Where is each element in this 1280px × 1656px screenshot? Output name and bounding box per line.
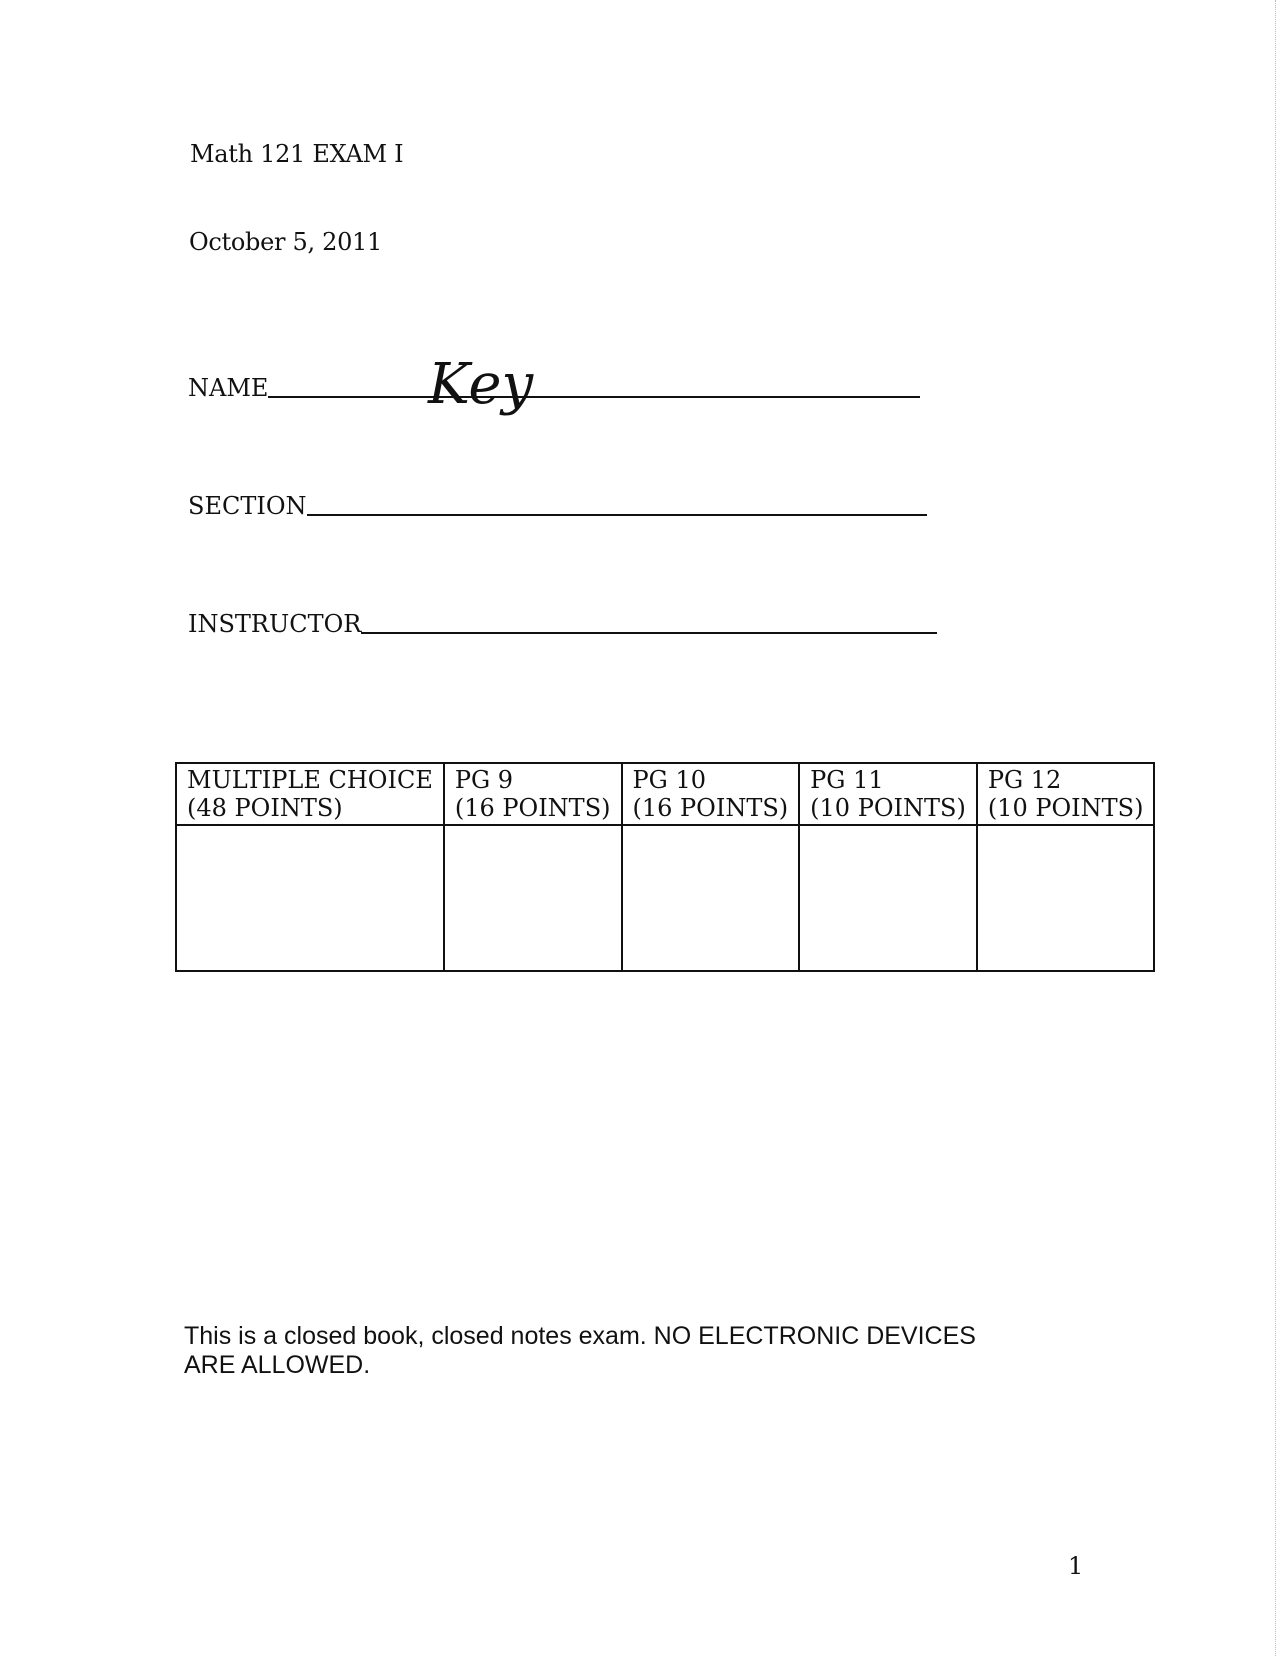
instructor-line[interactable] (361, 632, 937, 634)
col-header-points: (16 POINTS) (454, 794, 611, 822)
exam-date: October 5, 2011 (189, 228, 382, 256)
score-table-header-row (176, 763, 1154, 825)
instructor-field[interactable] (188, 610, 937, 638)
col-header-title: PG 9 (454, 766, 514, 794)
score-cell-multiple-choice[interactable] (176, 825, 444, 971)
col-header-pg9 (444, 763, 622, 825)
col-header-pg10 (622, 763, 800, 825)
col-header-points: (10 POINTS) (810, 794, 966, 822)
col-header-multiple-choice (176, 763, 444, 825)
col-header-pg12 (977, 763, 1155, 825)
score-table-entry-row (176, 825, 1154, 971)
section-line[interactable] (307, 514, 927, 516)
col-header-title: PG 11 (810, 766, 884, 794)
score-cell-pg10[interactable] (622, 825, 800, 971)
course-title: Math 121 EXAM I (190, 140, 404, 168)
name-label: NAME (188, 374, 269, 402)
col-header-title: PG 10 (632, 766, 706, 794)
col-header-title: PG 12 (987, 766, 1062, 794)
scan-edge-artifact (1275, 0, 1280, 1656)
col-header-points: (10 POINTS) (987, 794, 1144, 822)
col-header-points: (16 POINTS) (632, 794, 789, 822)
score-cell-pg11[interactable] (799, 825, 977, 971)
section-label: SECTION (188, 492, 307, 520)
exam-rules-notice: This is a closed book, closed notes exam. NO ELECTRONIC DEVICES ARE ALLOWED. (184, 1322, 976, 1379)
col-header-title: MULTIPLE CHOICE (187, 766, 433, 794)
col-header-points: (48 POINTS) (187, 794, 343, 822)
instructor-label: INSTRUCTOR (188, 610, 362, 638)
page-number: 1 (1068, 1552, 1084, 1580)
name-line[interactable] (268, 396, 920, 398)
name-handwritten-value: Key (428, 352, 534, 417)
score-table (175, 762, 1155, 972)
col-header-pg11 (799, 763, 977, 825)
score-cell-pg12[interactable] (977, 825, 1155, 971)
name-field[interactable] (188, 374, 920, 402)
section-field[interactable] (188, 492, 927, 520)
score-cell-pg9[interactable] (444, 825, 622, 971)
